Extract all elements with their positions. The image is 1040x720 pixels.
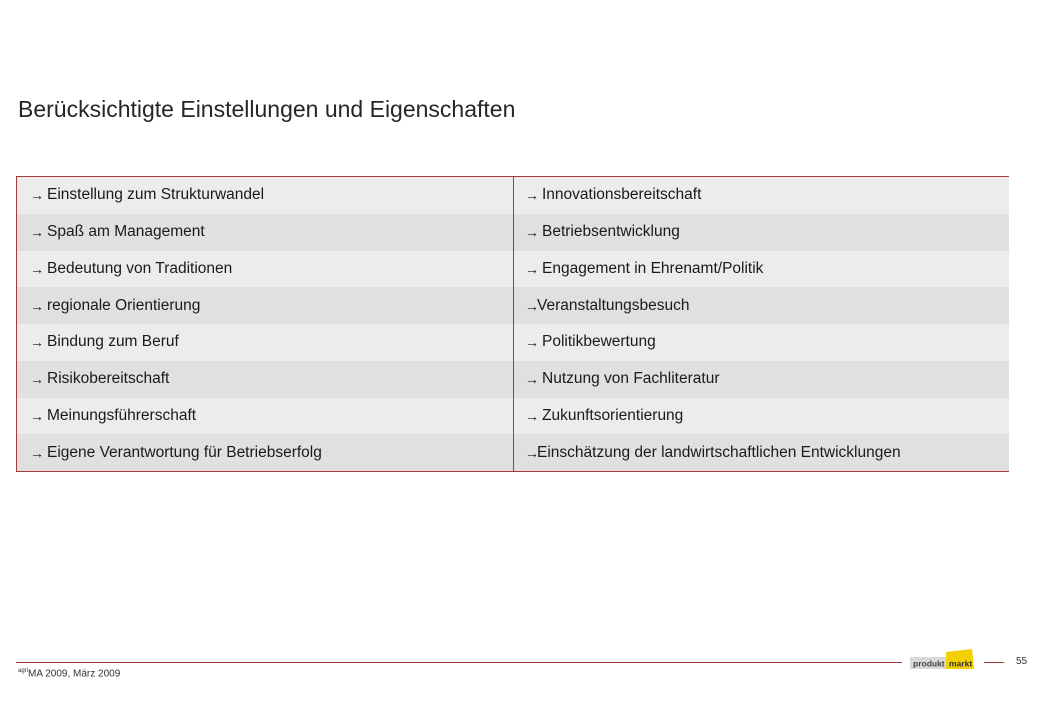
svg-text:produkt: produkt [913,658,945,669]
footer-divider [16,662,902,663]
page-title: Berücksichtigte Einstellungen und Eigenschaften [18,96,516,122]
arrow-right-icon: → [525,187,539,204]
arrow-right-icon: → [30,407,44,424]
list-item: → Veranstaltungsbesuch [514,287,1009,324]
list-item: → Politikbewertung [514,324,1009,361]
svg-text:markt: markt [949,658,973,669]
right-column [514,177,1009,471]
list-item: → Nutzung von Fachliteratur [514,361,1009,398]
arrow-right-icon: → [30,297,44,314]
list-item: → Zukunftsorientierung [514,398,1009,435]
list-item: → Einschätzung der landwirtschaftlichen Entwicklungen [514,434,1009,471]
attributes-table [16,176,1009,472]
arrow-right-icon: → [30,187,44,204]
arrow-right-icon: → [30,334,44,351]
list-item: → regionale Orientierung [17,287,513,324]
produktmarkt-logo [910,648,976,672]
list-item: → Risikobereitschaft [17,361,513,398]
list-item: → Bedeutung von Traditionen [17,251,513,288]
page-number: 55 [1016,656,1028,667]
arrow-right-icon: → [30,260,44,277]
arrow-right-icon: → [525,297,539,314]
list-item: → Bindung zum Beruf [17,324,513,361]
arrow-right-icon: → [525,334,539,351]
arrow-right-icon: → [525,224,539,241]
arrow-right-icon: → [525,371,539,388]
list-item: → Innovationsbereitschaft [514,177,1009,214]
arrow-right-icon: → [30,371,44,388]
list-item: → Spaß am Management [17,214,513,251]
list-item: → Engagement in Ehrenamt/Politik [514,251,1009,288]
list-item: → Eigene Verantwortung für Betriebserfolg [17,434,513,471]
list-item: → Betriebsentwicklung [514,214,1009,251]
arrow-right-icon: → [30,444,44,461]
arrow-right-icon: → [525,260,539,277]
arrow-right-icon: → [525,444,539,461]
arrow-right-icon: → [525,407,539,424]
list-item: → Meinungsführerschaft [17,398,513,435]
source-note: $^{agri}$MA 2009, März 2009 [18,668,121,680]
footer-divider-short [984,662,1004,663]
arrow-right-icon: → [30,224,44,241]
left-column [17,177,514,471]
list-item: → Einstellung zum Strukturwandel [17,177,513,214]
